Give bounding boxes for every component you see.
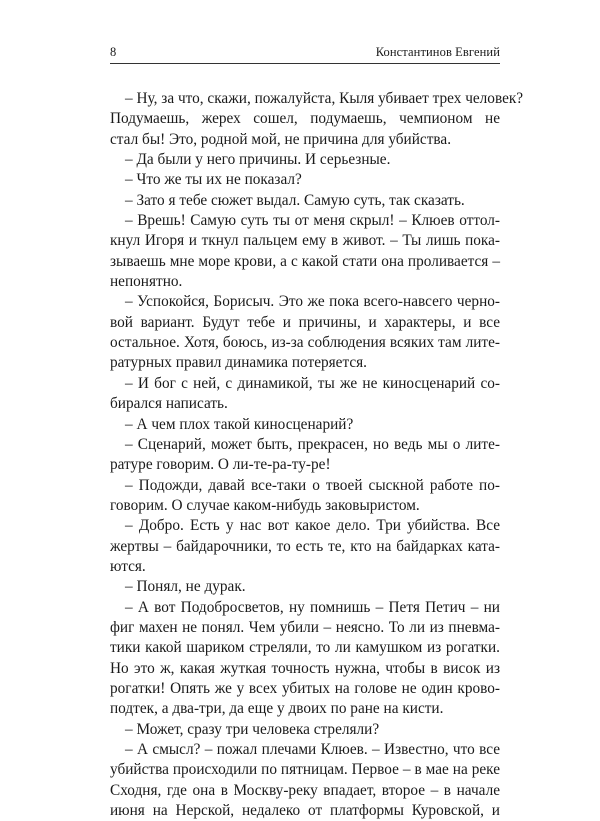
text-line: – Зато я тебе сюжет выдал. Самую суть, так сказать. <box>125 191 465 209</box>
text-line: тики какой шариком стреляли, то ли камушком из рогатки. <box>110 639 500 657</box>
text-line: – А чем плох такой киносценарий? <box>125 415 354 433</box>
text-line: ются. <box>110 557 146 575</box>
page-number: 8 <box>110 45 117 59</box>
text-line: – Врешь! Самую суть ты от меня скрыл! – Клюев оттол- <box>125 212 500 230</box>
text-line: июня на Нерской, недалеко от платформы Куровской, и <box>110 802 500 820</box>
text-line: – Да были у него причины. И серьезные. <box>125 151 391 169</box>
running-title-author: Константинов Евгений <box>375 45 500 59</box>
text-line: Подумаешь, жерех сошел, подумаешь, чемпионом не <box>110 110 500 128</box>
text-line: – А смысл? – пожал плечами Клюев. – Известно, что все <box>125 741 500 758</box>
text-line: фиг махен не понял. Чем убили – неясно. То ли из пневма- <box>110 618 500 636</box>
text-line: – Успокойся, Борисыч. Это же пока всего-навсего черно- <box>125 293 500 311</box>
text-line: – Сценарий, может быть, прекрасен, но ведь мы о лите- <box>125 435 500 453</box>
text-line: – Ну, за что, скажи, пожалуйста, Кыля убивает трех человек? <box>125 90 524 107</box>
text-line: Но это ж, какая жуткая точность нужна, чтобы в висок из <box>110 659 500 677</box>
header-rule <box>110 63 500 64</box>
body-text <box>110 89 524 821</box>
text-line: зываешь мне море крови, а с какой стати она проливается – <box>110 252 500 270</box>
text-line: остальное. Хотя, боюсь, из-за соблюдения всяких там лите- <box>110 334 500 352</box>
text-line: – Добро. Есть у нас вот какое дело. Три убийства. Все <box>125 517 500 535</box>
text-line: непонятно. <box>110 273 183 291</box>
text-line: бирался написать. <box>110 395 228 413</box>
text-line: – И бог с ней, с динамикой, ты же не киносценарий со- <box>125 374 500 392</box>
text-line: – Что же ты их не показал? <box>125 171 302 189</box>
text-line: – Понял, не дурак. <box>125 578 246 596</box>
text-line: подтек, а два-три, да еще у двоих по ране на кисти. <box>110 700 444 718</box>
text-line: убийства происходили по пятницам. Первое – в мае на реке <box>110 761 500 779</box>
text-line: – Может, сразу три человека стреляли? <box>125 720 380 738</box>
text-line: вой вариант. Будут тебе и причины, и характеры, и все <box>110 313 500 331</box>
text-line: стал бы! Это, родной мой, не причина для убийства. <box>110 130 452 148</box>
running-head <box>110 44 500 60</box>
text-line: – А вот Подобросветов, ну помнишь – Петя Петич – ни <box>125 598 500 616</box>
text-line: говорим. О случае каком-нибудь заковыристом. <box>110 496 420 514</box>
text-line: рогатки! Опять же у всех убитых на голове не один крово- <box>110 679 500 697</box>
text-line: ратурных правил динамика потеряется. <box>110 354 367 372</box>
text-line: ратуре говорим. О ли-те-ра-ту-ре! <box>110 456 331 474</box>
text-line: жертвы – байдарочники, то есть те, кто на байдарках ката- <box>110 537 500 555</box>
text-line: кнул Игоря и ткнул пальцем ему в живот. – Ты лишь пока- <box>110 232 500 250</box>
text-line: – Подожди, давай все-таки о твоей сыскной работе по- <box>125 476 500 494</box>
text-line: Сходня, где она в Москву-реку впадает, второе – в начале <box>110 781 500 799</box>
